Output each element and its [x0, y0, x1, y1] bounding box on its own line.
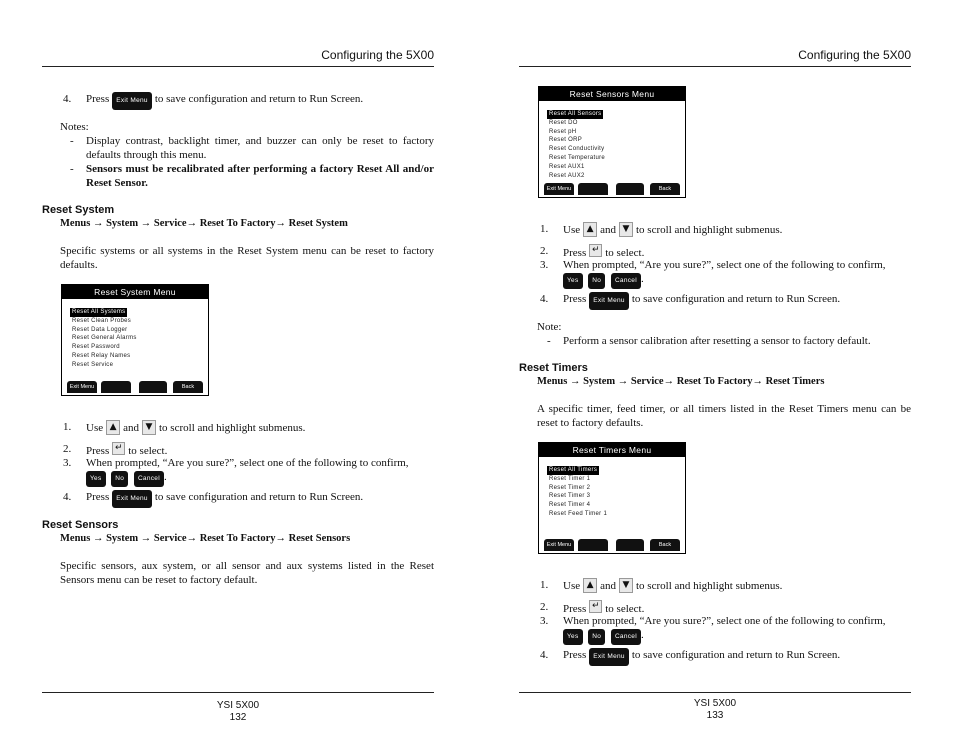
step-number: 4.	[63, 93, 72, 105]
menu-path: Menus → System → Service→ Reset To Factory→ Reset Timers	[537, 376, 825, 387]
cancel-button-icon: Cancel	[611, 629, 641, 645]
up-arrow-key-icon: ▲	[583, 222, 597, 237]
section-title-reset-sensors: Reset Sensors	[42, 519, 119, 531]
screen-title: Reset Timers Menu	[539, 443, 685, 457]
note-item: - Sensors must be recalibrated after performing a factory Reset All and/or Reset Sensor.	[70, 163, 434, 189]
menu-item: Reset Timer 3	[549, 493, 591, 500]
softkey-blank	[578, 183, 608, 195]
menu-item: Reset Password	[72, 344, 120, 351]
footer-rule	[42, 692, 434, 693]
note-text: Sensors must be recalibrated after performing a factory Reset All and/or Reset Sensor.	[86, 163, 434, 189]
screen-title: Reset System Menu	[62, 285, 208, 299]
enter-key-icon: ↵	[112, 442, 125, 455]
note-item: - Display contrast, backlight timer, and buzzer can only be reset to factory defaults through this menu.	[70, 135, 434, 161]
softkey-blank	[101, 381, 131, 393]
header-rule	[519, 66, 911, 67]
page-number: 133	[706, 710, 724, 721]
exit-menu-button-icon: Exit Menu	[589, 292, 629, 310]
menu-item: Reset Timer 1	[549, 475, 591, 482]
section-title-reset-timers: Reset Timers	[519, 362, 588, 374]
up-arrow-key-icon: ▲	[106, 420, 120, 435]
footer	[519, 698, 911, 722]
menu-item: Reset Data Logger	[72, 326, 128, 333]
no-button-icon: No	[588, 273, 605, 289]
menu-item: Reset Conductivity	[549, 146, 605, 153]
section-description: Specific sensors, aux system, or all sensor and aux systems listed in the Reset Sensors menu can be reset to factory default.	[60, 560, 434, 586]
no-button-icon: No	[111, 471, 128, 487]
softkey-back: Back	[650, 539, 680, 551]
menu-item: Reset DO	[549, 119, 578, 126]
menu-item: Reset All Timers	[549, 467, 598, 473]
menu-item: Reset AUX2	[549, 172, 585, 179]
softkey-back: Back	[173, 381, 203, 393]
footer-product: YSI 5X00	[693, 698, 737, 709]
menu-item: Reset pH	[549, 128, 577, 135]
softkey-exit-menu: Exit Menu	[67, 381, 97, 393]
step-text: Press	[86, 93, 110, 105]
note-label: Note:	[537, 321, 562, 333]
menu-item: Reset ORP	[549, 137, 583, 144]
reset-sensors-menu-screen	[538, 86, 686, 198]
softkey-blank	[578, 539, 608, 551]
section-description: A specific timer, feed timer, or all timers listed in the Reset Timers menu can be reset to factory defaults.	[537, 403, 911, 429]
up-arrow-key-icon: ▲	[583, 578, 597, 593]
menu-item: Reset Clean Probes	[72, 317, 132, 324]
menu-item: Reset Feed Timer 1	[549, 510, 608, 517]
step-text: to save configuration and return to Run Screen.	[154, 93, 364, 105]
exit-menu-button-icon: Exit Menu	[112, 92, 152, 110]
page-header: Configuring the 5X00	[321, 48, 434, 62]
right-page: Configuring the 5X00 Reset Sensors Menu Reset All Sensors Reset DO Reset pH Reset ORP Reset Conductivity Reset Temperature Reset AUX1 Reset AUX2 Exit Menu Back 1. Use ▲ and ▼ to scroll and highlight submenus. 2. Press ↵ to select. 3. When prompted, “Are you sure?”, select one of the following to confirm, Yes No Cancel . 4. Press Exit Menu to save configuration and return to Run Screen. Note: - Perform a sensor calibration after resetting a sensor to factory default. Reset Timers Menus → System → Service→ Reset To Factory→ Reset Timers A specific timer, feed timer, or all timers listed in the Reset Timers menu can be reset to factory defaults. Reset Timers Menu Reset All Timers Reset Timer 1 Reset Timer 2 Reset Timer 3 Reset Timer 4 Reset Feed Timer 1 Exit Menu Back 1. Use ▲ and ▼ to scroll and highlight submenus. 2. Press ↵ to select. 3. When prompted, “Are you sure?”, select one of the following to confirm, Yes No Cancel . 4. Press Exit Menu to save configuration and return to Run Screen. YSI 5X00 133	[519, 48, 911, 721]
page-header: Configuring the 5X00	[798, 48, 911, 62]
menu-item: Reset Timer 2	[549, 484, 591, 491]
enter-key-icon: ↵	[589, 600, 602, 613]
note-text: Perform a sensor calibration after resetting a sensor to factory default.	[563, 335, 871, 347]
page-number: 132	[229, 712, 247, 723]
menu-item: Reset Relay Names	[72, 352, 131, 359]
down-arrow-key-icon: ▼	[619, 578, 633, 593]
note-text: Display contrast, backlight timer, and buzzer can only be reset to factory defaults through this menu.	[86, 135, 434, 161]
footer-rule	[519, 692, 911, 693]
menu-item: Reset All Systems	[72, 309, 126, 315]
menu-item: Reset General Alarms	[72, 335, 137, 342]
softkey-exit-menu: Exit Menu	[544, 539, 574, 551]
softkey-blank	[616, 539, 644, 551]
menu-item: Reset Temperature	[549, 154, 606, 161]
screen-title: Reset Sensors Menu	[539, 87, 685, 101]
softkey-blank	[139, 381, 167, 393]
softkey-exit-menu: Exit Menu	[544, 183, 574, 195]
cancel-button-icon: Cancel	[134, 471, 164, 487]
cancel-button-icon: Cancel	[611, 273, 641, 289]
no-button-icon: No	[588, 629, 605, 645]
left-page: Configuring the 5X00 4. Press Exit Menu to save configuration and return to Run Screen. Notes: - Display contrast, backlight timer, and buzzer can only be reset to factory defaults through this menu. - Sensors must be recalibrated after performing a factory Reset All and/or Reset Sensor. Reset System Menus → System → Service→ Reset To Factory→ Reset System Specific systems or all systems in the Reset System menu can be reset to factory defaults. Reset System Menu Reset All Systems Reset Clean Probes Reset Data Logger Reset General Alarms Reset Password Reset Relay Names Reset Service Exit Menu Back 1. Use ▲ and ▼ to scroll and highlight submenus. 2. Press ↵ to select. 3. When prompted, “Are you sure?”, select one of the following to confirm, Yes No Cancel . 4. Press Exit Menu to save configuration and return to Run Screen. Reset Sensors Menus → System → Service→ Reset To Factory→ Reset Sensors Specific sensors, aux system, or all sensor and aux systems listed in the Reset Sensors menu can be reset to factory default. YSI 5X00 132	[42, 48, 434, 723]
menu-path: Menus → System → Service→ Reset To Factory→ Reset Sensors	[60, 533, 351, 544]
yes-button-icon: Yes	[563, 629, 583, 645]
enter-key-icon: ↵	[589, 244, 602, 257]
down-arrow-key-icon: ▼	[619, 222, 633, 237]
reset-system-menu-screen	[61, 284, 209, 396]
exit-menu-button-icon: Exit Menu	[112, 490, 152, 508]
down-arrow-key-icon: ▼	[142, 420, 156, 435]
menu-item: Reset All Sensors	[549, 111, 602, 117]
yes-button-icon: Yes	[86, 471, 106, 487]
section-description: Specific systems or all systems in the Reset System menu can be reset to factory defaults.	[60, 245, 434, 271]
footer-product: YSI 5X00	[216, 700, 260, 711]
header-rule	[42, 66, 434, 67]
menu-item: Reset AUX1	[549, 163, 585, 170]
notes-label: Notes:	[60, 121, 89, 133]
section-title-reset-system: Reset System	[42, 204, 115, 216]
menu-item: Reset Timer 4	[549, 502, 591, 509]
reset-timers-menu-screen	[538, 442, 686, 554]
exit-menu-button-icon: Exit Menu	[589, 648, 629, 666]
softkey-back: Back	[650, 183, 680, 195]
softkey-blank	[616, 183, 644, 195]
menu-item: Reset Service	[72, 361, 114, 368]
menu-path: Menus → System → Service→ Reset To Factory→ Reset System	[60, 218, 348, 229]
yes-button-icon: Yes	[563, 273, 583, 289]
footer	[42, 700, 434, 724]
